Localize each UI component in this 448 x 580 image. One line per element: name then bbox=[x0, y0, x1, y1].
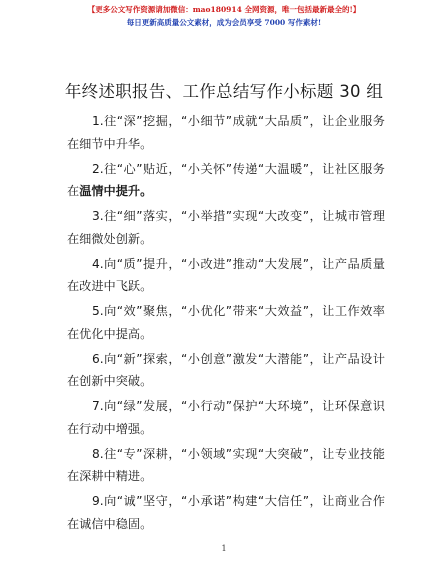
list-item-8: 8.往“专”深耕，“小领域”实现“大突破”，让专业技能在深耕中精进。 bbox=[67, 446, 385, 483]
promo-banner-line-2: 每日更新高质量公文素材，成为会员享受 7000 写作素材! bbox=[126, 18, 322, 27]
headline-list bbox=[67, 110, 385, 538]
list-item-5: 5.向“效”聚焦，“小优化”带来“大效益”，让工作效率在优化中提高。 bbox=[67, 304, 385, 341]
list-item-1: 1.往“深”挖掘，“小细节”成就“大品质”，让企业服务在细节中升华。 bbox=[67, 114, 385, 151]
list-item-2-text: 2.往“心”贴近，“小关怀”传递“大温暖”，让社区服务在 bbox=[67, 161, 385, 198]
list-item-4: 4.向“质”提升，“小改进”推动“大发展”，让产品质量在改进中飞跃。 bbox=[67, 256, 385, 293]
promo-banner-line-1: 【更多公文写作资源请加微信：mao180914 全网资源，唯一包括最新最全的!】 bbox=[87, 5, 361, 14]
list-item-9: 9.向“诚”坚守，“小承诺”构建“大信任”，让商业合作在诚信中稳固。 bbox=[67, 494, 385, 531]
list-item-2-bold-text: 温情中提升。 bbox=[79, 184, 153, 198]
list-item-3: 3.往“细”落实，“小举措”实现“大改变”，让城市管理在细微处创新。 bbox=[67, 209, 385, 246]
page-number: 1 bbox=[221, 544, 227, 553]
list-item-6: 6.向“新”探索，“小创意”激发“大潜能”，让产品设计在创新中突破。 bbox=[67, 351, 385, 388]
list-item-7: 7.向“绿”发展，“小行动”保护“大环境”，让环保意识在行动中增强。 bbox=[67, 399, 385, 436]
page-title: 年终述职报告、工作总结写作小标题 30 组 bbox=[64, 82, 384, 101]
list-item-2 bbox=[67, 158, 385, 203]
